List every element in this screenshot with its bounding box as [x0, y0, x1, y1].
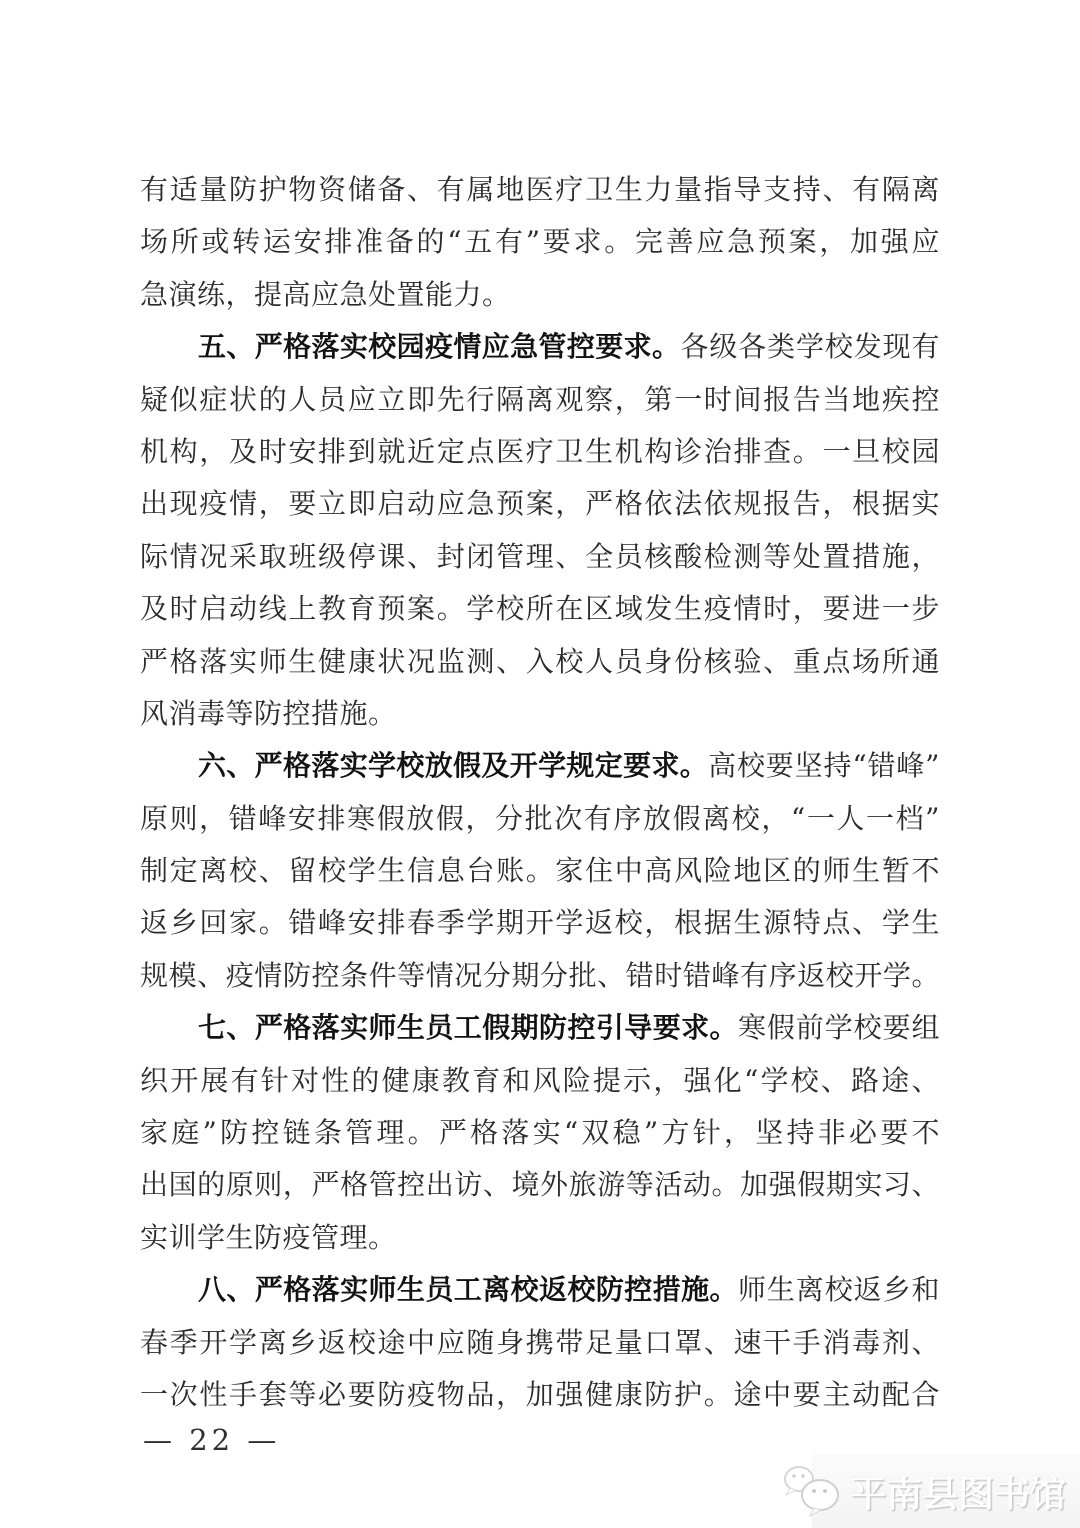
body-text: 织开展有针对性的健康教育和风险提示，强化“学校、路途、 — [140, 1063, 940, 1097]
body-text: 一次性手套等必要防疫物品，加强健康防护。途中要主动配合 — [140, 1377, 940, 1411]
text-line — [140, 426, 940, 478]
section-heading: 八、严格落实师生员工离校返校防控措施。 — [198, 1274, 738, 1306]
text-line — [140, 374, 940, 426]
section-heading: 五、严格落实校园疫情应急管控要求。 — [198, 331, 681, 363]
text-line — [140, 1212, 940, 1264]
body-text: 际情况采取班级停课、封闭管理、全员核酸检测等处置措施， — [140, 539, 940, 573]
body-text: 原则，错峰安排寒假放假，分批次有序放假离校，“一人一档” — [140, 801, 940, 835]
text-line — [140, 636, 940, 688]
document-body — [140, 164, 940, 1421]
body-text: 返乡回家。错峰安排春季学期开学返校，根据生源特点、学生 — [140, 906, 940, 940]
body-text: 出国的原则，严格管控出访、境外旅游等活动。加强假期实习、 — [140, 1168, 940, 1202]
body-text: 疑似症状的人员应立即先行隔离观察，第一时间报告当地疾控 — [140, 382, 940, 416]
text-line — [140, 845, 940, 897]
body-text: 风消毒等防控措施。 — [140, 696, 397, 730]
section-heading: 七、严格落实师生员工假期防控引导要求。 — [198, 1012, 738, 1044]
body-text: 制定离校、留校学生信息台账。家住中高风险地区的师生暂不 — [140, 854, 940, 888]
text-line — [140, 1264, 940, 1316]
text-line — [140, 897, 940, 949]
body-text: 严格落实师生健康状况监测、入校人员身份核验、重点场所通 — [140, 644, 940, 678]
body-text: 各级各类学校发现有 — [680, 330, 940, 364]
body-text: 师生离校返乡和 — [737, 1273, 940, 1307]
body-text: 高校要坚持“错峰” — [708, 749, 940, 783]
watermark-label: 平南县图书馆 — [849, 1472, 1066, 1514]
text-line — [140, 164, 940, 216]
text-line — [140, 216, 940, 268]
text-line — [140, 1055, 940, 1107]
text-line — [140, 793, 940, 845]
text-line — [140, 1317, 940, 1369]
wechat-icon — [782, 1463, 844, 1519]
text-line — [140, 1369, 940, 1421]
text-line — [140, 1002, 940, 1054]
body-text: 及时启动线上教育预案。学校所在区域发生疫情时，要进一步 — [140, 592, 940, 626]
text-line — [140, 1107, 940, 1159]
watermark — [782, 1463, 1066, 1519]
body-text: 机构，及时安排到就近定点医疗卫生机构诊治排查。一旦校园 — [140, 434, 940, 468]
body-text: 寒假前学校要组 — [737, 1011, 940, 1045]
body-text: 场所或转运安排准备的“五有”要求。完善应急预案，加强应 — [140, 225, 940, 259]
body-text: 急演练，提高应急处置能力。 — [140, 277, 511, 311]
text-line — [140, 531, 940, 583]
text-line — [140, 688, 940, 740]
body-text: 春季开学离乡返校途中应随身携带足量口罩、速干手消毒剂、 — [140, 1325, 940, 1359]
page-number: — 22 — — [143, 1423, 281, 1457]
text-line — [140, 321, 940, 373]
text-line — [140, 950, 940, 1002]
section-heading: 六、严格落实学校放假及开学规定要求。 — [198, 750, 709, 782]
body-text: 出现疫情，要立即启动应急预案，严格依法依规报告，根据实 — [140, 487, 940, 521]
body-text: 家庭”防控链条管理。严格落实“双稳”方针，坚持非必要不 — [140, 1116, 940, 1150]
body-text: 实训学生防疫管理。 — [140, 1220, 397, 1254]
text-line — [140, 269, 940, 321]
text-line — [140, 1159, 940, 1211]
text-line — [140, 478, 940, 530]
body-text: 有适量防护物资储备、有属地医疗卫生力量指导支持、有隔离 — [140, 173, 940, 206]
body-text: 规模、疫情防控条件等情况分期分批、错时错峰有序返校开学。 — [140, 958, 940, 992]
text-line — [140, 583, 940, 635]
watermark-band — [812, 1454, 1080, 1528]
text-line — [140, 740, 940, 792]
